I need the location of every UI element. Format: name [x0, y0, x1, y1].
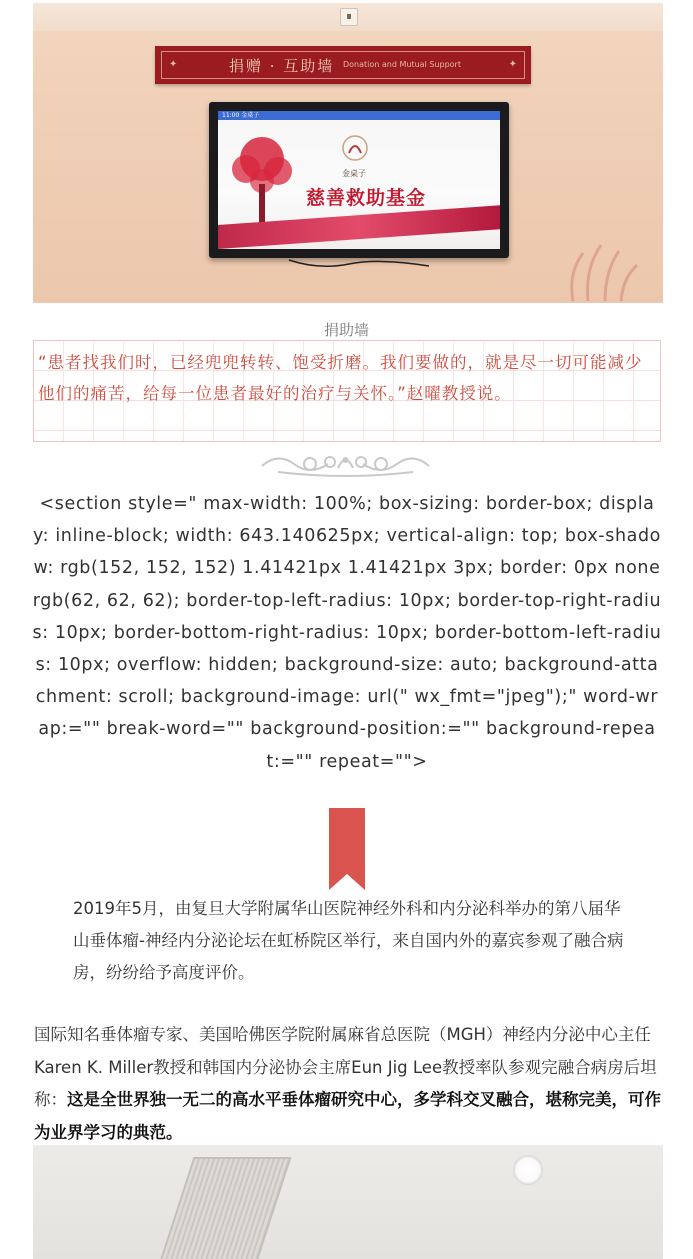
- top-photo: [33, 3, 663, 303]
- wall-outlet: [340, 8, 358, 26]
- bottom-photo: [33, 1145, 663, 1259]
- screen-logo-text: 金桌子: [342, 169, 366, 178]
- raw-code-text: <section style=" max-width: 100%; box-sizing: border-box; display: inline-block; width: 643.140625px; vertical-align: top; box-shadow: rgb(152, 152, 152) 1.41421px 1.41421px 3px; border: 0px none rgb(62, 62, 62); border-top-left-radius: 10px; border-top-right-radius: 10px; border-bottom-right-radius: 10px; border-bottom-left-radius: 10px; overflow: hidden; background-size: auto; background-attachment: scroll; background-image: url(" wx_fmt="jpeg");" word-wrap:="" break-word="" background-position:="" background-repeat:="" repeat="">: [32, 494, 662, 772]
- banner-ornament-icon: ✦: [508, 59, 517, 70]
- tv-screen: [218, 111, 500, 249]
- ceiling-light: [513, 1155, 543, 1185]
- banner-ornament-icon: ✦: [169, 59, 178, 70]
- paragraph-experts-text: 国际知名垂体瘤专家、美国哈佛医学院附属麻省总医院（MGH）神经内分泌中心主任Karen K. Miller教授和韩国内分泌协会主席Eun Jig Lee教授率队参观完融合病房后坦称：: [34, 1025, 657, 1109]
- tv-cables: [279, 258, 439, 272]
- red-tree-icon: [222, 129, 302, 229]
- quote-box: [33, 340, 661, 442]
- photo-caption: 捐助墙: [323, 321, 369, 339]
- paragraph-experts-highlight: 这是全世界独一无二的高水平垂体瘤研究中心，多学科交叉融合，堪称完美，可作为业界学习的典范。: [34, 1090, 661, 1142]
- paragraph-experts: [34, 1019, 664, 1149]
- banner-title: 捐赠 · 互助墙: [229, 57, 335, 75]
- fund-logo-icon: [340, 133, 370, 163]
- quote-text: “患者找我们时，已经兜兜转转、饱受折磨。我们要做的，就是尽一切可能减少他们的痛苦，给每一位患者最好的治疗与关怀。”赵曜教授说。: [38, 353, 643, 403]
- wall-banner: [155, 46, 531, 84]
- paragraph-forum: 2019年5月，由复旦大学附属华山医院神经外科和内分泌科举办的第八届华山垂体瘤-神经内分泌论坛在虹桥院区举行，来自国内外的嘉宾参观了融合病房，纷纷给予高度评价。: [73, 899, 624, 982]
- handprint-decoration: [553, 233, 643, 303]
- tv-monitor: [209, 102, 509, 258]
- ceiling-vent: [156, 1157, 291, 1259]
- bookmark-ribbon-icon: [329, 808, 365, 890]
- banner-subtitle: Donation and Mutual Support: [343, 60, 461, 69]
- ornament-divider-icon: [258, 446, 433, 480]
- screen-title: 慈善救助基金: [306, 187, 427, 209]
- screen-status-bar: 11:00 金桌子: [218, 111, 500, 120]
